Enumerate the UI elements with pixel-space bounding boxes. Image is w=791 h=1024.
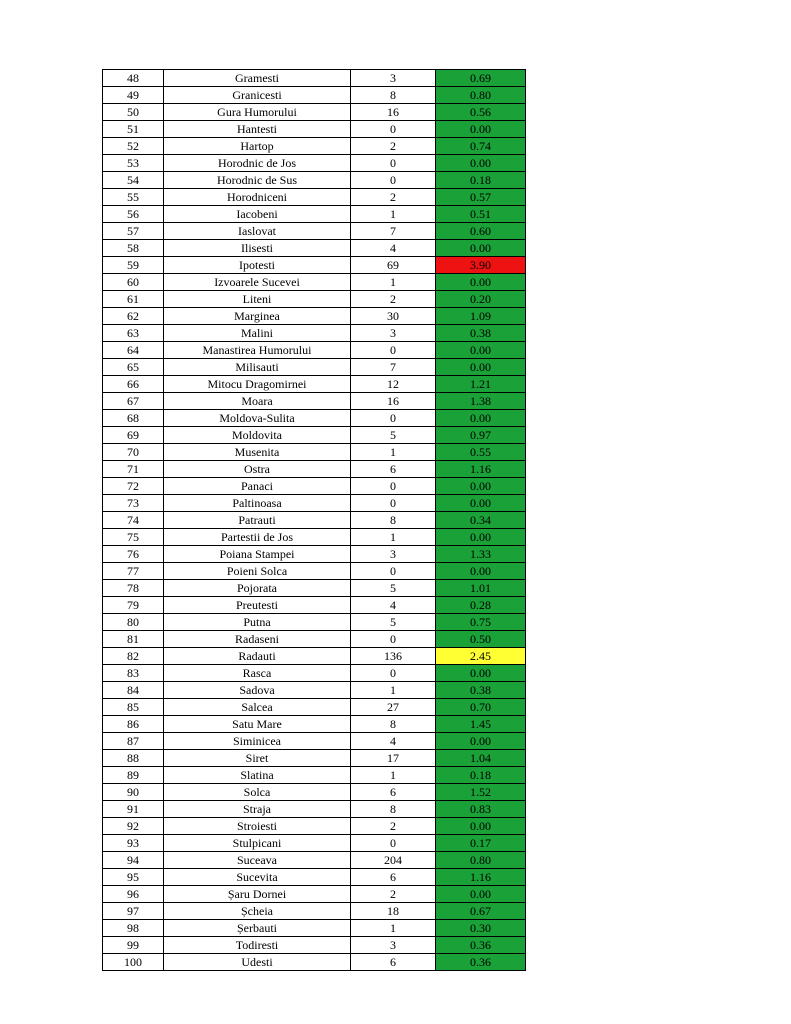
incidence-rate-cell: 0.28 xyxy=(436,597,526,614)
incidence-rate-cell: 0.70 xyxy=(436,699,526,716)
locality-name-cell: Horodnic de Sus xyxy=(164,172,351,189)
incidence-rate-cell: 0.60 xyxy=(436,223,526,240)
row-number-cell: 52 xyxy=(103,138,164,155)
row-number-cell: 100 xyxy=(103,954,164,971)
incidence-rate-cell: 0.00 xyxy=(436,478,526,495)
case-count-cell: 3 xyxy=(351,325,436,342)
case-count-cell: 0 xyxy=(351,835,436,852)
locality-name-cell: Siminicea xyxy=(164,733,351,750)
table-row xyxy=(103,172,526,189)
row-number-cell: 87 xyxy=(103,733,164,750)
locality-name-cell: Izvoarele Sucevei xyxy=(164,274,351,291)
row-number-cell: 58 xyxy=(103,240,164,257)
table-row xyxy=(103,461,526,478)
table-row xyxy=(103,512,526,529)
table-row xyxy=(103,223,526,240)
incidence-rate-cell: 0.00 xyxy=(436,495,526,512)
locality-name-cell: Șerbauti xyxy=(164,920,351,937)
case-count-cell: 3 xyxy=(351,937,436,954)
table-row xyxy=(103,665,526,682)
table-row xyxy=(103,903,526,920)
case-count-cell: 1 xyxy=(351,767,436,784)
incidence-rate-cell: 1.38 xyxy=(436,393,526,410)
locality-name-cell: Poieni Solca xyxy=(164,563,351,580)
incidence-rate-cell: 0.34 xyxy=(436,512,526,529)
incidence-rate-cell: 0.97 xyxy=(436,427,526,444)
incidence-rate-cell: 0.00 xyxy=(436,359,526,376)
incidence-rate-cell: 0.00 xyxy=(436,155,526,172)
case-count-cell: 204 xyxy=(351,852,436,869)
case-count-cell: 136 xyxy=(351,648,436,665)
locality-name-cell: Liteni xyxy=(164,291,351,308)
case-count-cell: 8 xyxy=(351,512,436,529)
table-row xyxy=(103,291,526,308)
incidence-rate-cell: 0.00 xyxy=(436,733,526,750)
table-row xyxy=(103,835,526,852)
row-number-cell: 51 xyxy=(103,121,164,138)
incidence-rate-cell: 0.67 xyxy=(436,903,526,920)
incidence-rate-cell: 0.17 xyxy=(436,835,526,852)
locality-name-cell: Todiresti xyxy=(164,937,351,954)
case-count-cell: 2 xyxy=(351,886,436,903)
locality-name-cell: Udesti xyxy=(164,954,351,971)
incidence-rate-cell: 0.57 xyxy=(436,189,526,206)
case-count-cell: 4 xyxy=(351,240,436,257)
locality-name-cell: Hantesti xyxy=(164,121,351,138)
table-row xyxy=(103,257,526,274)
locality-name-cell: Paltinoasa xyxy=(164,495,351,512)
case-count-cell: 0 xyxy=(351,495,436,512)
case-count-cell: 5 xyxy=(351,614,436,631)
table-row xyxy=(103,954,526,971)
case-count-cell: 16 xyxy=(351,104,436,121)
table-row xyxy=(103,359,526,376)
locality-name-cell: Gramesti xyxy=(164,70,351,87)
case-count-cell: 8 xyxy=(351,87,436,104)
table-row xyxy=(103,580,526,597)
row-number-cell: 89 xyxy=(103,767,164,784)
case-count-cell: 0 xyxy=(351,342,436,359)
incidence-rate-cell: 0.00 xyxy=(436,529,526,546)
table-row xyxy=(103,682,526,699)
incidence-rate-cell: 0.50 xyxy=(436,631,526,648)
table-row xyxy=(103,716,526,733)
incidence-table xyxy=(102,69,526,971)
row-number-cell: 65 xyxy=(103,359,164,376)
case-count-cell: 3 xyxy=(351,70,436,87)
case-count-cell: 12 xyxy=(351,376,436,393)
incidence-rate-cell: 3.90 xyxy=(436,257,526,274)
locality-name-cell: Salcea xyxy=(164,699,351,716)
locality-name-cell: Stroiesti xyxy=(164,818,351,835)
row-number-cell: 82 xyxy=(103,648,164,665)
incidence-rate-cell: 0.75 xyxy=(436,614,526,631)
row-number-cell: 96 xyxy=(103,886,164,903)
locality-name-cell: Solca xyxy=(164,784,351,801)
case-count-cell: 17 xyxy=(351,750,436,767)
locality-name-cell: Manastirea Humorului xyxy=(164,342,351,359)
row-number-cell: 81 xyxy=(103,631,164,648)
locality-name-cell: Horodniceni xyxy=(164,189,351,206)
incidence-rate-cell: 1.01 xyxy=(436,580,526,597)
incidence-rate-cell: 0.00 xyxy=(436,665,526,682)
table-row xyxy=(103,750,526,767)
row-number-cell: 55 xyxy=(103,189,164,206)
locality-name-cell: Partestii de Jos xyxy=(164,529,351,546)
locality-name-cell: Sadova xyxy=(164,682,351,699)
incidence-rate-cell: 1.33 xyxy=(436,546,526,563)
case-count-cell: 2 xyxy=(351,138,436,155)
row-number-cell: 53 xyxy=(103,155,164,172)
locality-name-cell: Pojorata xyxy=(164,580,351,597)
table-row xyxy=(103,767,526,784)
locality-name-cell: Rasca xyxy=(164,665,351,682)
incidence-rate-cell: 0.55 xyxy=(436,444,526,461)
incidence-rate-cell: 1.52 xyxy=(436,784,526,801)
row-number-cell: 76 xyxy=(103,546,164,563)
locality-name-cell: Hartop xyxy=(164,138,351,155)
case-count-cell: 0 xyxy=(351,172,436,189)
table-row xyxy=(103,614,526,631)
incidence-rate-cell: 0.00 xyxy=(436,240,526,257)
row-number-cell: 59 xyxy=(103,257,164,274)
row-number-cell: 73 xyxy=(103,495,164,512)
case-count-cell: 1 xyxy=(351,682,436,699)
incidence-rate-cell: 0.00 xyxy=(436,410,526,427)
row-number-cell: 49 xyxy=(103,87,164,104)
locality-name-cell: Moara xyxy=(164,393,351,410)
locality-name-cell: Iaslovat xyxy=(164,223,351,240)
locality-name-cell: Șcheia xyxy=(164,903,351,920)
locality-name-cell: Musenita xyxy=(164,444,351,461)
incidence-rate-cell: 2.45 xyxy=(436,648,526,665)
incidence-rate-cell: 0.18 xyxy=(436,767,526,784)
case-count-cell: 2 xyxy=(351,291,436,308)
row-number-cell: 70 xyxy=(103,444,164,461)
incidence-rate-cell: 0.20 xyxy=(436,291,526,308)
row-number-cell: 84 xyxy=(103,682,164,699)
row-number-cell: 92 xyxy=(103,818,164,835)
row-number-cell: 54 xyxy=(103,172,164,189)
table-row xyxy=(103,70,526,87)
case-count-cell: 6 xyxy=(351,869,436,886)
locality-name-cell: Horodnic de Jos xyxy=(164,155,351,172)
table-row xyxy=(103,937,526,954)
incidence-rate-cell: 1.16 xyxy=(436,869,526,886)
row-number-cell: 64 xyxy=(103,342,164,359)
table-row xyxy=(103,699,526,716)
row-number-cell: 71 xyxy=(103,461,164,478)
row-number-cell: 98 xyxy=(103,920,164,937)
incidence-rate-cell: 0.51 xyxy=(436,206,526,223)
locality-name-cell: Radaseni xyxy=(164,631,351,648)
row-number-cell: 80 xyxy=(103,614,164,631)
case-count-cell: 5 xyxy=(351,427,436,444)
row-number-cell: 63 xyxy=(103,325,164,342)
row-number-cell: 67 xyxy=(103,393,164,410)
row-number-cell: 56 xyxy=(103,206,164,223)
locality-name-cell: Moldovita xyxy=(164,427,351,444)
row-number-cell: 48 xyxy=(103,70,164,87)
case-count-cell: 8 xyxy=(351,801,436,818)
table-row xyxy=(103,342,526,359)
table-row xyxy=(103,495,526,512)
table-row xyxy=(103,87,526,104)
row-number-cell: 77 xyxy=(103,563,164,580)
case-count-cell: 6 xyxy=(351,954,436,971)
table-row xyxy=(103,801,526,818)
locality-name-cell: Marginea xyxy=(164,308,351,325)
locality-name-cell: Granicesti xyxy=(164,87,351,104)
locality-name-cell: Iacobeni xyxy=(164,206,351,223)
locality-name-cell: Sucevita xyxy=(164,869,351,886)
table-row xyxy=(103,274,526,291)
case-count-cell: 1 xyxy=(351,444,436,461)
locality-name-cell: Gura Humorului xyxy=(164,104,351,121)
case-count-cell: 0 xyxy=(351,155,436,172)
locality-name-cell: Mitocu Dragomirnei xyxy=(164,376,351,393)
case-count-cell: 8 xyxy=(351,716,436,733)
incidence-rate-cell: 0.80 xyxy=(436,87,526,104)
table-row xyxy=(103,410,526,427)
table-row xyxy=(103,104,526,121)
row-number-cell: 66 xyxy=(103,376,164,393)
row-number-cell: 57 xyxy=(103,223,164,240)
locality-name-cell: Moldova-Sulita xyxy=(164,410,351,427)
table-row xyxy=(103,886,526,903)
table-row xyxy=(103,308,526,325)
case-count-cell: 0 xyxy=(351,121,436,138)
case-count-cell: 7 xyxy=(351,359,436,376)
case-count-cell: 0 xyxy=(351,631,436,648)
row-number-cell: 72 xyxy=(103,478,164,495)
case-count-cell: 27 xyxy=(351,699,436,716)
row-number-cell: 86 xyxy=(103,716,164,733)
locality-name-cell: Malini xyxy=(164,325,351,342)
incidence-rate-cell: 0.00 xyxy=(436,342,526,359)
row-number-cell: 74 xyxy=(103,512,164,529)
row-number-cell: 95 xyxy=(103,869,164,886)
table-row xyxy=(103,206,526,223)
incidence-rate-cell: 0.00 xyxy=(436,563,526,580)
locality-name-cell: Șaru Dornei xyxy=(164,886,351,903)
case-count-cell: 6 xyxy=(351,784,436,801)
case-count-cell: 2 xyxy=(351,818,436,835)
case-count-cell: 16 xyxy=(351,393,436,410)
incidence-rate-cell: 0.18 xyxy=(436,172,526,189)
table-row xyxy=(103,393,526,410)
case-count-cell: 0 xyxy=(351,410,436,427)
row-number-cell: 88 xyxy=(103,750,164,767)
row-number-cell: 97 xyxy=(103,903,164,920)
table-row xyxy=(103,869,526,886)
locality-name-cell: Ilisesti xyxy=(164,240,351,257)
table-row xyxy=(103,189,526,206)
row-number-cell: 90 xyxy=(103,784,164,801)
case-count-cell: 2 xyxy=(351,189,436,206)
table-row xyxy=(103,920,526,937)
table-row xyxy=(103,138,526,155)
incidence-rate-cell: 0.00 xyxy=(436,886,526,903)
row-number-cell: 93 xyxy=(103,835,164,852)
locality-name-cell: Radauti xyxy=(164,648,351,665)
row-number-cell: 69 xyxy=(103,427,164,444)
case-count-cell: 18 xyxy=(351,903,436,920)
table-row xyxy=(103,597,526,614)
locality-name-cell: Putna xyxy=(164,614,351,631)
locality-name-cell: Siret xyxy=(164,750,351,767)
incidence-rate-cell: 0.00 xyxy=(436,274,526,291)
incidence-rate-cell: 0.80 xyxy=(436,852,526,869)
table-row xyxy=(103,818,526,835)
case-count-cell: 4 xyxy=(351,733,436,750)
locality-name-cell: Poiana Stampei xyxy=(164,546,351,563)
incidence-rate-cell: 1.04 xyxy=(436,750,526,767)
locality-name-cell: Satu Mare xyxy=(164,716,351,733)
row-number-cell: 99 xyxy=(103,937,164,954)
table-body xyxy=(103,70,526,971)
row-number-cell: 62 xyxy=(103,308,164,325)
row-number-cell: 85 xyxy=(103,699,164,716)
row-number-cell: 68 xyxy=(103,410,164,427)
case-count-cell: 6 xyxy=(351,461,436,478)
incidence-rate-cell: 0.30 xyxy=(436,920,526,937)
case-count-cell: 0 xyxy=(351,563,436,580)
row-number-cell: 94 xyxy=(103,852,164,869)
table-row xyxy=(103,648,526,665)
case-count-cell: 30 xyxy=(351,308,436,325)
incidence-rate-cell: 0.36 xyxy=(436,937,526,954)
locality-name-cell: Milisauti xyxy=(164,359,351,376)
table-row xyxy=(103,546,526,563)
case-count-cell: 5 xyxy=(351,580,436,597)
row-number-cell: 91 xyxy=(103,801,164,818)
row-number-cell: 83 xyxy=(103,665,164,682)
table-row xyxy=(103,563,526,580)
case-count-cell: 3 xyxy=(351,546,436,563)
incidence-rate-cell: 1.16 xyxy=(436,461,526,478)
incidence-rate-cell: 0.38 xyxy=(436,325,526,342)
case-count-cell: 1 xyxy=(351,206,436,223)
table-row xyxy=(103,529,526,546)
table-row xyxy=(103,155,526,172)
table-row xyxy=(103,631,526,648)
table-row xyxy=(103,121,526,138)
table-row xyxy=(103,427,526,444)
table-row xyxy=(103,240,526,257)
incidence-rate-cell: 0.74 xyxy=(436,138,526,155)
table-row xyxy=(103,376,526,393)
row-number-cell: 50 xyxy=(103,104,164,121)
table-row xyxy=(103,478,526,495)
incidence-rate-cell: 1.09 xyxy=(436,308,526,325)
locality-name-cell: Slatina xyxy=(164,767,351,784)
table-row xyxy=(103,784,526,801)
incidence-rate-cell: 0.36 xyxy=(436,954,526,971)
incidence-rate-cell: 0.00 xyxy=(436,121,526,138)
case-count-cell: 1 xyxy=(351,274,436,291)
locality-name-cell: Ipotesti xyxy=(164,257,351,274)
incidence-rate-cell: 1.45 xyxy=(436,716,526,733)
locality-name-cell: Stulpicani xyxy=(164,835,351,852)
locality-name-cell: Straja xyxy=(164,801,351,818)
row-number-cell: 79 xyxy=(103,597,164,614)
locality-name-cell: Patrauti xyxy=(164,512,351,529)
incidence-rate-cell: 0.83 xyxy=(436,801,526,818)
row-number-cell: 61 xyxy=(103,291,164,308)
locality-name-cell: Panaci xyxy=(164,478,351,495)
case-count-cell: 0 xyxy=(351,478,436,495)
incidence-rate-cell: 0.69 xyxy=(436,70,526,87)
row-number-cell: 60 xyxy=(103,274,164,291)
case-count-cell: 1 xyxy=(351,920,436,937)
case-count-cell: 69 xyxy=(351,257,436,274)
case-count-cell: 1 xyxy=(351,529,436,546)
incidence-rate-cell: 0.00 xyxy=(436,818,526,835)
incidence-rate-cell: 0.38 xyxy=(436,682,526,699)
locality-name-cell: Preutesti xyxy=(164,597,351,614)
case-count-cell: 7 xyxy=(351,223,436,240)
incidence-rate-cell: 0.56 xyxy=(436,104,526,121)
table-row xyxy=(103,325,526,342)
case-count-cell: 0 xyxy=(351,665,436,682)
row-number-cell: 78 xyxy=(103,580,164,597)
table-row xyxy=(103,733,526,750)
locality-name-cell: Ostra xyxy=(164,461,351,478)
incidence-rate-cell: 1.21 xyxy=(436,376,526,393)
row-number-cell: 75 xyxy=(103,529,164,546)
table-row xyxy=(103,444,526,461)
locality-name-cell: Suceava xyxy=(164,852,351,869)
table-row xyxy=(103,852,526,869)
case-count-cell: 4 xyxy=(351,597,436,614)
